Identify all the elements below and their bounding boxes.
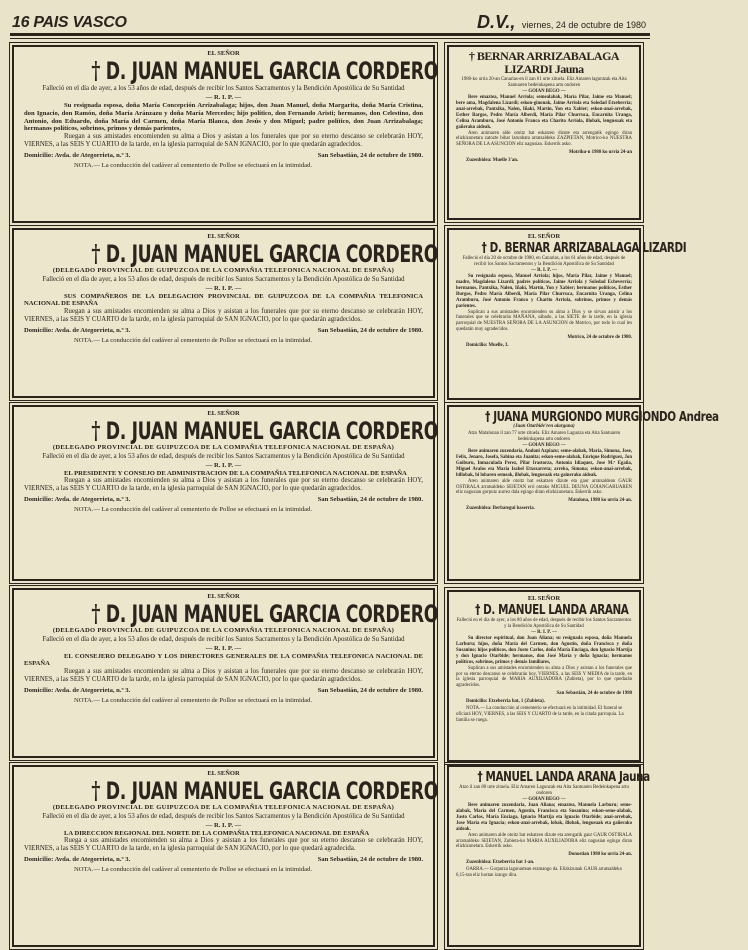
notice-kicker: EL SEÑOR bbox=[207, 50, 240, 57]
mourners: Bere animaren zuzendaria, Andoni Azpiazu; seme-alabak, María, Simona, Jose, Felix, Jenaro, Josefa, Sabina eta Juanita; eskon-seme-alabak, Enrique Rodriguez, Jon Goiburu, Inmaculada Perez, Pilar Irastorza, Antonia Idiaquez, Jose M.ª Egaña, Miguel Avalos eta María Isabel Etxezarreta; arreba, Simona; eskon-anai-arrebak, billobak, bi lobaren semeak, illobak, lengusuak eta gainerako aideak. bbox=[456, 449, 632, 478]
cross-icon: † bbox=[91, 239, 106, 268]
obituary-notice bbox=[447, 45, 641, 220]
notice-name-line bbox=[456, 770, 650, 785]
funeral-request: Aren animaren alde otoitz bat eskatzen dizute eta arrengatik egingo diran elizkizunetara zatozte bihar larunbata arratsaldeko ZAZPIETAN, Motrico-ko NUESTRA SEÑORA DE LA ASUNCION eliz nagusian. Eskerrik asko. bbox=[456, 130, 632, 148]
mourners: SUS COMPAÑEROS DE LA DELEGACION PROVINCIAL DE GUIPUZCOA DE LA COMPAÑIA TELEFONICA NACIONAL DE ESPAÑA bbox=[24, 292, 423, 308]
obituary-notice bbox=[12, 405, 439, 581]
funeral-request: Ruegan a sus amistades encomienden su alma a Dios y asistan a los funerales que por su eterno descanso se celebrarán HOY, VIERNES, a las SEIS Y CUARTO de la tarde, en la iglesia parroquial de SAN IGNACIO, por lo que quedarán agradecidos. bbox=[24, 668, 423, 684]
deceased-name: † MANUEL LANDA ARANA Jauna bbox=[477, 770, 650, 785]
rip-line: — GOIAN BEGO — bbox=[522, 88, 566, 94]
deceased-name-text: D. JUAN MANUEL GARCIA CORDERO bbox=[105, 240, 439, 268]
mourners: Su director espiritual, don Juan Aliana; su resignada esposa, doña Manuela Larburu; hijos, doña María del Carmen, don Agustín, doña Francisca y doña Susanino; hijos políticos, don Justo Carlos, doña María Enciaga, don Ignacio Martija y don Ignacio Otarbide; hermanos, don José María y doña Ignacia; hermanos políticos, sobrinos, primos y demás familiares, bbox=[456, 636, 632, 665]
obituary-notice bbox=[447, 765, 650, 947]
place-date: San Sebastián, 24 de octubre de 1980. bbox=[317, 856, 423, 864]
death-announcement: Falleció en el día de ayer, a los 53 años de edad, después de recibir los Santos Sacramentos y la Bendición Apostólica de Su Santidad bbox=[42, 635, 405, 643]
funeral-request: Ruegan a sus amistades encomienden su alma a Dios y asistan a los funerales que por su eterno descanso se celebrarán HOY, VIERNES, a las SEIS Y CUARTO de la tarde, en la iglesia parroquial de SAN IGNACIO, por lo que quedarán agradecidos. bbox=[24, 308, 423, 324]
nota: NOTA.— La conducción del cadáver al cementerio de Polloe se efectuará en la intimidad. bbox=[74, 866, 313, 874]
rip-line: — GOIAN BEGO — bbox=[522, 442, 566, 448]
domicile: Domicilio: Muelle, 3. bbox=[466, 343, 509, 349]
rip-line: — R. I. P. — bbox=[205, 461, 242, 469]
deceased-subtitle: (Juan Otarbide'ren alargana) bbox=[513, 424, 575, 429]
place-date: Motrico, 24 de octubre de 1980. bbox=[567, 335, 632, 341]
domicile: Zuzenbidea: Muelle 3'an. bbox=[466, 158, 519, 164]
rip-line: — R. I. P. — bbox=[205, 94, 242, 101]
obituary-notice bbox=[12, 765, 439, 947]
notice-kicker: EL SEÑOR bbox=[527, 233, 561, 240]
death-announcement: Falleció en el día de ayer, a los 53 años de edad, después de recibir los Santos Sacramentos y la Bendición Apostólica de Su Santidad bbox=[42, 85, 405, 92]
obituary-notice bbox=[12, 588, 439, 758]
domicile: Domicilio: Avda. de Ategorrieta, n.º 3. bbox=[24, 496, 131, 504]
deceased-name-text: D. JUAN MANUEL GARCIA CORDERO bbox=[105, 600, 439, 628]
nota: NOTA.— La conducción del cadáver al cementerio de Polloe se efectuará en la intimidad. bbox=[74, 337, 313, 345]
domicile: Domicilio: Etxeberria bat, 1 (Zubieta). bbox=[466, 699, 545, 705]
rip-line: — GOIAN BEGO — bbox=[522, 796, 566, 802]
deceased-name-text: D. JUAN MANUEL GARCIA CORDERO bbox=[105, 417, 439, 445]
domicile: Domicilio: Avda. de Ategorrieta, n.º 3. bbox=[24, 687, 131, 695]
domicile: Zuzenbidea: Berbategui baserria. bbox=[466, 506, 535, 512]
deceased-name: † D. BERNAR ARRIZABALAGA LIZARDI bbox=[481, 241, 687, 256]
obituary-notice bbox=[12, 45, 439, 223]
deceased-name bbox=[91, 241, 438, 267]
mourners: LA DIRECCION REGIONAL DEL NORTE DE LA COMPAÑIA TELEFONICA NACIONAL DE ESPAÑA bbox=[64, 829, 370, 837]
domicile: Domicilio: Avda. de Ategorrieta, n.º 3. bbox=[24, 152, 131, 160]
cross-icon: † bbox=[91, 416, 106, 445]
place-date: Motriku-n 1980 ko urria 24-an bbox=[568, 150, 632, 156]
death-announcement: Falleció el día 20 de octubre de 1980, en Canarias, a los 61 años de edad, después de recibir los Santos Sacramentos y la Bendición Apostólica de Su Santidad bbox=[462, 256, 626, 267]
mourners: EL PRESIDENTE Y CONSEJO DE ADMINISTRACION DE LA COMPAÑIA TELEFONICA NACIONAL DE ESPAÑA bbox=[64, 469, 407, 477]
domicile: Domicilio: Avda. de Ategorrieta, n.º 3. bbox=[24, 327, 131, 335]
notice-name-line bbox=[24, 776, 439, 805]
notice-name-line bbox=[24, 599, 439, 628]
death-announcement: Falleció en el día de ayer, a los 53 años de edad, después de recibir los Santos Sacramentos y la Bendición Apostólica de Su Santidad bbox=[42, 452, 405, 460]
funeral-request: Suplican a sus amistades encomienden su alma a Dios y asistan a los funerales que por su eterno descanso se celebrarán hoy, VIERNES, a las SEIS Y MEDIA de la tarde, en la iglesia parroquial de MARIA AUXILIADORA (Zubieta), por lo que quedarán agradecidos. bbox=[456, 665, 632, 689]
notice-kicker: EL SEÑOR bbox=[527, 595, 561, 602]
notice-kicker: EL SEÑOR bbox=[207, 233, 240, 240]
place-date: Matalona, 1980 ko urria 24-an. bbox=[568, 498, 632, 504]
deceased-name-text: D. JUAN MANUEL GARCIA CORDERO bbox=[105, 57, 439, 85]
deceased-role: (DELEGADO PROVINCIAL DE GUIPUZCOA DE LA COMPAÑIA TELEFONICA NACIONAL DE ESPAÑA) bbox=[52, 444, 395, 451]
place-date: San Sebastián, 24 de octubre de 1980. bbox=[317, 327, 423, 335]
deceased-name: † JUANA MURGIONDO MURGIONDO Andrea bbox=[485, 410, 719, 425]
nota: NOTA.— La conducción al cementerio se efectuará en la intimidad. El funeral se oficiará HOY, VIERNES, a las SEIS Y CUARTO de la tarde, en la citada parroquia. La familia se ruega. bbox=[456, 706, 624, 724]
deceased-name bbox=[91, 58, 438, 84]
header-rule bbox=[10, 33, 650, 36]
death-announcement: Atzo Matalonan il zan 77 urte zituela. Eliz Amaren Lagunza eta Aita Santuaren bedeinkapena artu ondoren bbox=[468, 431, 620, 442]
obituary-notice bbox=[447, 590, 641, 762]
notice-name-line bbox=[24, 239, 439, 268]
notice-kicker: EL SEÑOR bbox=[207, 770, 240, 777]
notice-name-line bbox=[456, 410, 719, 425]
obituary-notice bbox=[12, 228, 439, 398]
notice-footer bbox=[24, 151, 423, 161]
nota: NOTA.— La conducción del cadáver al cementerio de Polloe se efectuará en la intimidad. bbox=[74, 506, 313, 514]
obituary-notice bbox=[447, 405, 719, 581]
nota: NOTA.— La conducción del cadáver al cementerio de Polloe se efectuará en la intimidad. bbox=[74, 697, 313, 705]
funeral-request: Suplican a sus amistades encomienden su alma a Dios y se sirvan asistir a los funerales que se celebrarán MAÑANA, sábado, a las SIETE de la tarde, en la iglesia parroquial de NUESTRA SEÑORA DE LA ASUNCION de Motrico, por todo lo cual les quedarán muy agradecidos. bbox=[456, 309, 632, 333]
notice-name-line bbox=[456, 603, 632, 617]
notice-kicker: EL SEÑOR bbox=[207, 593, 240, 600]
rip-line: — R. I. P. — bbox=[205, 284, 242, 292]
notice-name-line bbox=[24, 56, 439, 85]
masthead-date bbox=[477, 12, 646, 33]
issue-date: viernes, 24 de octubre de 1980 bbox=[521, 20, 646, 30]
funeral-request: Aren animaren alde otoitz bat eskatzen dizute eta arengatik gaur GAUR OSTIRALA arratsaldeko SEIETAN, Zubieta-ko MARIA AUXILIADORA eliz nagusian egingo diran elizkizunetara. Eskerrik asko. bbox=[456, 832, 632, 850]
nota: OARRA.— Gorputza lagunartean eramango da. Elizkizunak GAUR arratsaldeko 6,15-tan eliz hortan izango dira. bbox=[456, 867, 622, 879]
notice-name-line bbox=[456, 241, 687, 256]
notice-kicker: EL SEÑOR bbox=[207, 410, 240, 417]
notice-footer bbox=[24, 855, 423, 865]
deceased-role: (DELEGADO PROVINCIAL DE GUIPUZCOA DE LA COMPAÑIA TELEFONICA NACIONAL DE ESPAÑA) bbox=[52, 627, 395, 634]
mourners: Su resignada esposa, doña María Concepción Arrizabalaga; hijos, don Juan Manuel, doña Margarita, doña María Cristina, don Ignacio, don Ramón, doña María Aránzazu y doña María Mercedes; hijo político, don Fernando Aristi; hermanos, don Celestino, don Antonio, don Eduardo, doña María del Carmen, doña María Blanca, don Jesús y don Miguel; padre político, don Juan Arrizabalaga; hermanos políticos, sobrinos, primos y demás parientes, bbox=[24, 102, 423, 133]
rip-line: — R. I. P. — bbox=[205, 644, 242, 652]
cross-icon: † bbox=[91, 599, 106, 628]
mourners: Su resignada esposa, Manuel Arriola; hijos, María Pilar, Jaime y Manuel; madre, Magdalena Lizardi; padres políticos, Jaime Arriola y Soledad Echeverría; hermanos, Pantxika, Nalen, Iñaki, Martín, Yon y Xabier; hermanos políticos, Esther Burgos, Pedro María Alberdi, María Pilar Churruca, Encarnita Uranga, Celina Aramburu, José Antonio Franco y Charito Arriola, sobrinos, primos y demás parientes. bbox=[456, 274, 632, 309]
notice-footer bbox=[24, 495, 423, 505]
domicile: Domicilio: Avda. de Ategorrieta, n.º 3. bbox=[24, 856, 131, 864]
place-date: San Sebastián, 24 de octubre de 1980. bbox=[317, 496, 423, 504]
paper-name: D.V., bbox=[477, 12, 516, 32]
deceased-role: (DELEGADO PROVINCIAL DE GUIPUZCOA DE LA COMPAÑIA TELEFONICA NACIONAL DE ESPAÑA) bbox=[52, 804, 395, 811]
cross-icon: † bbox=[91, 56, 106, 85]
funeral-request: Ruega a sus amistades encomienden su alma a Dios y asistan a los funerales que por su eterno descanso se celebrarán HOY, VIERNES, a las SEIS Y CUARTO de la tarde, en la iglesia parroquial de SAN IGNACIO, por lo que quedará agradecida. bbox=[24, 837, 423, 853]
mourners: Bere emaztea, Manuel Arriola; semealabak, María Pilar, Jaime eta Manuel; bere ama, Magdalena Lizardi; eskon-ginonak, Jaime Arriola eta Soledad Etxeberria; anai-arrebak, Pantxika, Nalen, Iñaki, Martin, Yon eta Xabier; eskon-anai-arrebak, Esther Bargos, Pedro María Alberdi, María Pilar Churruca, Encarnita Uranga, Celina Aramburu, José Antonio Franco eta Charito Arriola, illobak, lengusuak eta gañerako aideak. bbox=[456, 95, 632, 130]
notice-footer bbox=[24, 686, 423, 696]
domicile: Zuzenbidea: Etxeberria bat 1-an. bbox=[466, 860, 535, 866]
deceased-name bbox=[91, 418, 438, 444]
funeral-request: Aren animaren alde otoitz bat eskatzen dizute eta gaur arratsaldean GAUR OSTIRALA arratsaldeko SEIETAN erri ontako MIGUEL DEUNA GOIANGARUAREN eliz nagusian gorputz aurrez dala egingo diran elizkizunetara. Eskerrik asko. bbox=[456, 478, 632, 496]
place-date: Donostian 1980 ko urria 24-an. bbox=[568, 852, 632, 858]
notice-name-line bbox=[24, 416, 439, 445]
place-date: San Sebastián, 24 de octubre de 1980. bbox=[317, 687, 423, 695]
cross-icon: † bbox=[91, 776, 106, 805]
deceased-name: † D. MANUEL LANDA ARANA bbox=[475, 603, 629, 618]
rip-line: — R. I. P. — bbox=[205, 821, 242, 829]
deceased-role: (DELEGADO PROVINCIAL DE GUIPUZCOA DE LA COMPAÑIA TELEFONICA NACIONAL DE ESPAÑA) bbox=[52, 267, 395, 274]
death-announcement: Atzo il zan 80 urte zituela. Eliz Amaren Lagunzak eta Aita Santuaren Bedeinkapena artu ondoren bbox=[459, 785, 629, 796]
mourners: Bere animaren zuzendaria, Juan Aliana; emaztea, Manuela Larburu; seme-alabak, María del Carmen, Agustín, Francisca eta Susanino; eskon-seme-alabak, Justo Carlos, María Enciaga, Ignacio Martija eta Ignacio Otarbide; anai-arrebak, Jose María eta Ignacia; eskon-anai-arrebak, lobak, illobak, lengusuak eta gañerako aideak. bbox=[456, 803, 632, 832]
obituary-notice bbox=[447, 228, 687, 400]
notice-name-line bbox=[456, 50, 632, 76]
deceased-name bbox=[91, 778, 438, 804]
rip-line: — R. I. P. — bbox=[531, 267, 557, 273]
funeral-request: Ruegan a sus amistades encomienden su alma a Dios y asistan a los funerales que por su eterno descanso se celebrarán HOY, VIERNES, a las SEIS Y CUARTO de la tarde, en la iglesia parroquial de SAN IGNACIO, por lo que quedarán agradecidos. bbox=[24, 477, 423, 493]
rip-line: — R. I. P. — bbox=[531, 629, 557, 635]
mourners: EL CONSEJERO DELEGADO Y LOS DIRECTORES GENERALES DE LA COMPAÑIA TELEFONICA NACIONAL DE ESPAÑA bbox=[24, 652, 423, 668]
death-announcement: Falleció en el día de ayer, a los 80 años de edad, después de recibir los Santos Sacramentos y la Bendición Apostólica de Su Santidad bbox=[456, 618, 632, 629]
notice-footer bbox=[24, 326, 423, 336]
place-date: San Sebastián, 24 de octubre de 1980 bbox=[556, 691, 632, 697]
deceased-name: † BERNAR ARRIZABALAGA LIZARDI Jauna bbox=[468, 49, 620, 76]
place-date: San Sebastián, 24 de octubre de 1980. bbox=[317, 152, 423, 160]
deceased-name-text: D. JUAN MANUEL GARCIA CORDERO bbox=[105, 777, 439, 805]
nota: NOTA.— La conducción del cadáver al cementerio de Polloe se efectuará en la intimidad. bbox=[74, 162, 313, 170]
deceased-name bbox=[91, 601, 438, 627]
death-announcement: Falleció en el día de ayer, a los 53 años de edad, después de recibir los Santos Sacramentos y la Bendición Apostólica de Su Santidad bbox=[42, 812, 405, 820]
funeral-request: Ruegan a sus amistades encomienden su alma a Dios y asistan a los funerales que por su eterno descanso se celebrarán HOY, VIERNES, a las SEIS Y CUARTO de la tarde, en la iglesia parroquial de SAN IGNACIO, por lo que quedarán agradecidos. bbox=[24, 133, 423, 149]
death-announcement: 1980-ko urria 20-an Canarias-en il zan 61 urte zituela. Eliz Amaren laguntzak eta Aita Santuaren bedeinkapena artu ondoren bbox=[461, 77, 627, 88]
death-announcement: Falleció en el día de ayer, a los 53 años de edad, después de recibir los Santos Sacramentos y la Bendición Apostólica de Su Santidad bbox=[42, 275, 405, 283]
section-title: 16 PAIS VASCO bbox=[12, 14, 127, 31]
header-rule-thin bbox=[10, 38, 650, 39]
